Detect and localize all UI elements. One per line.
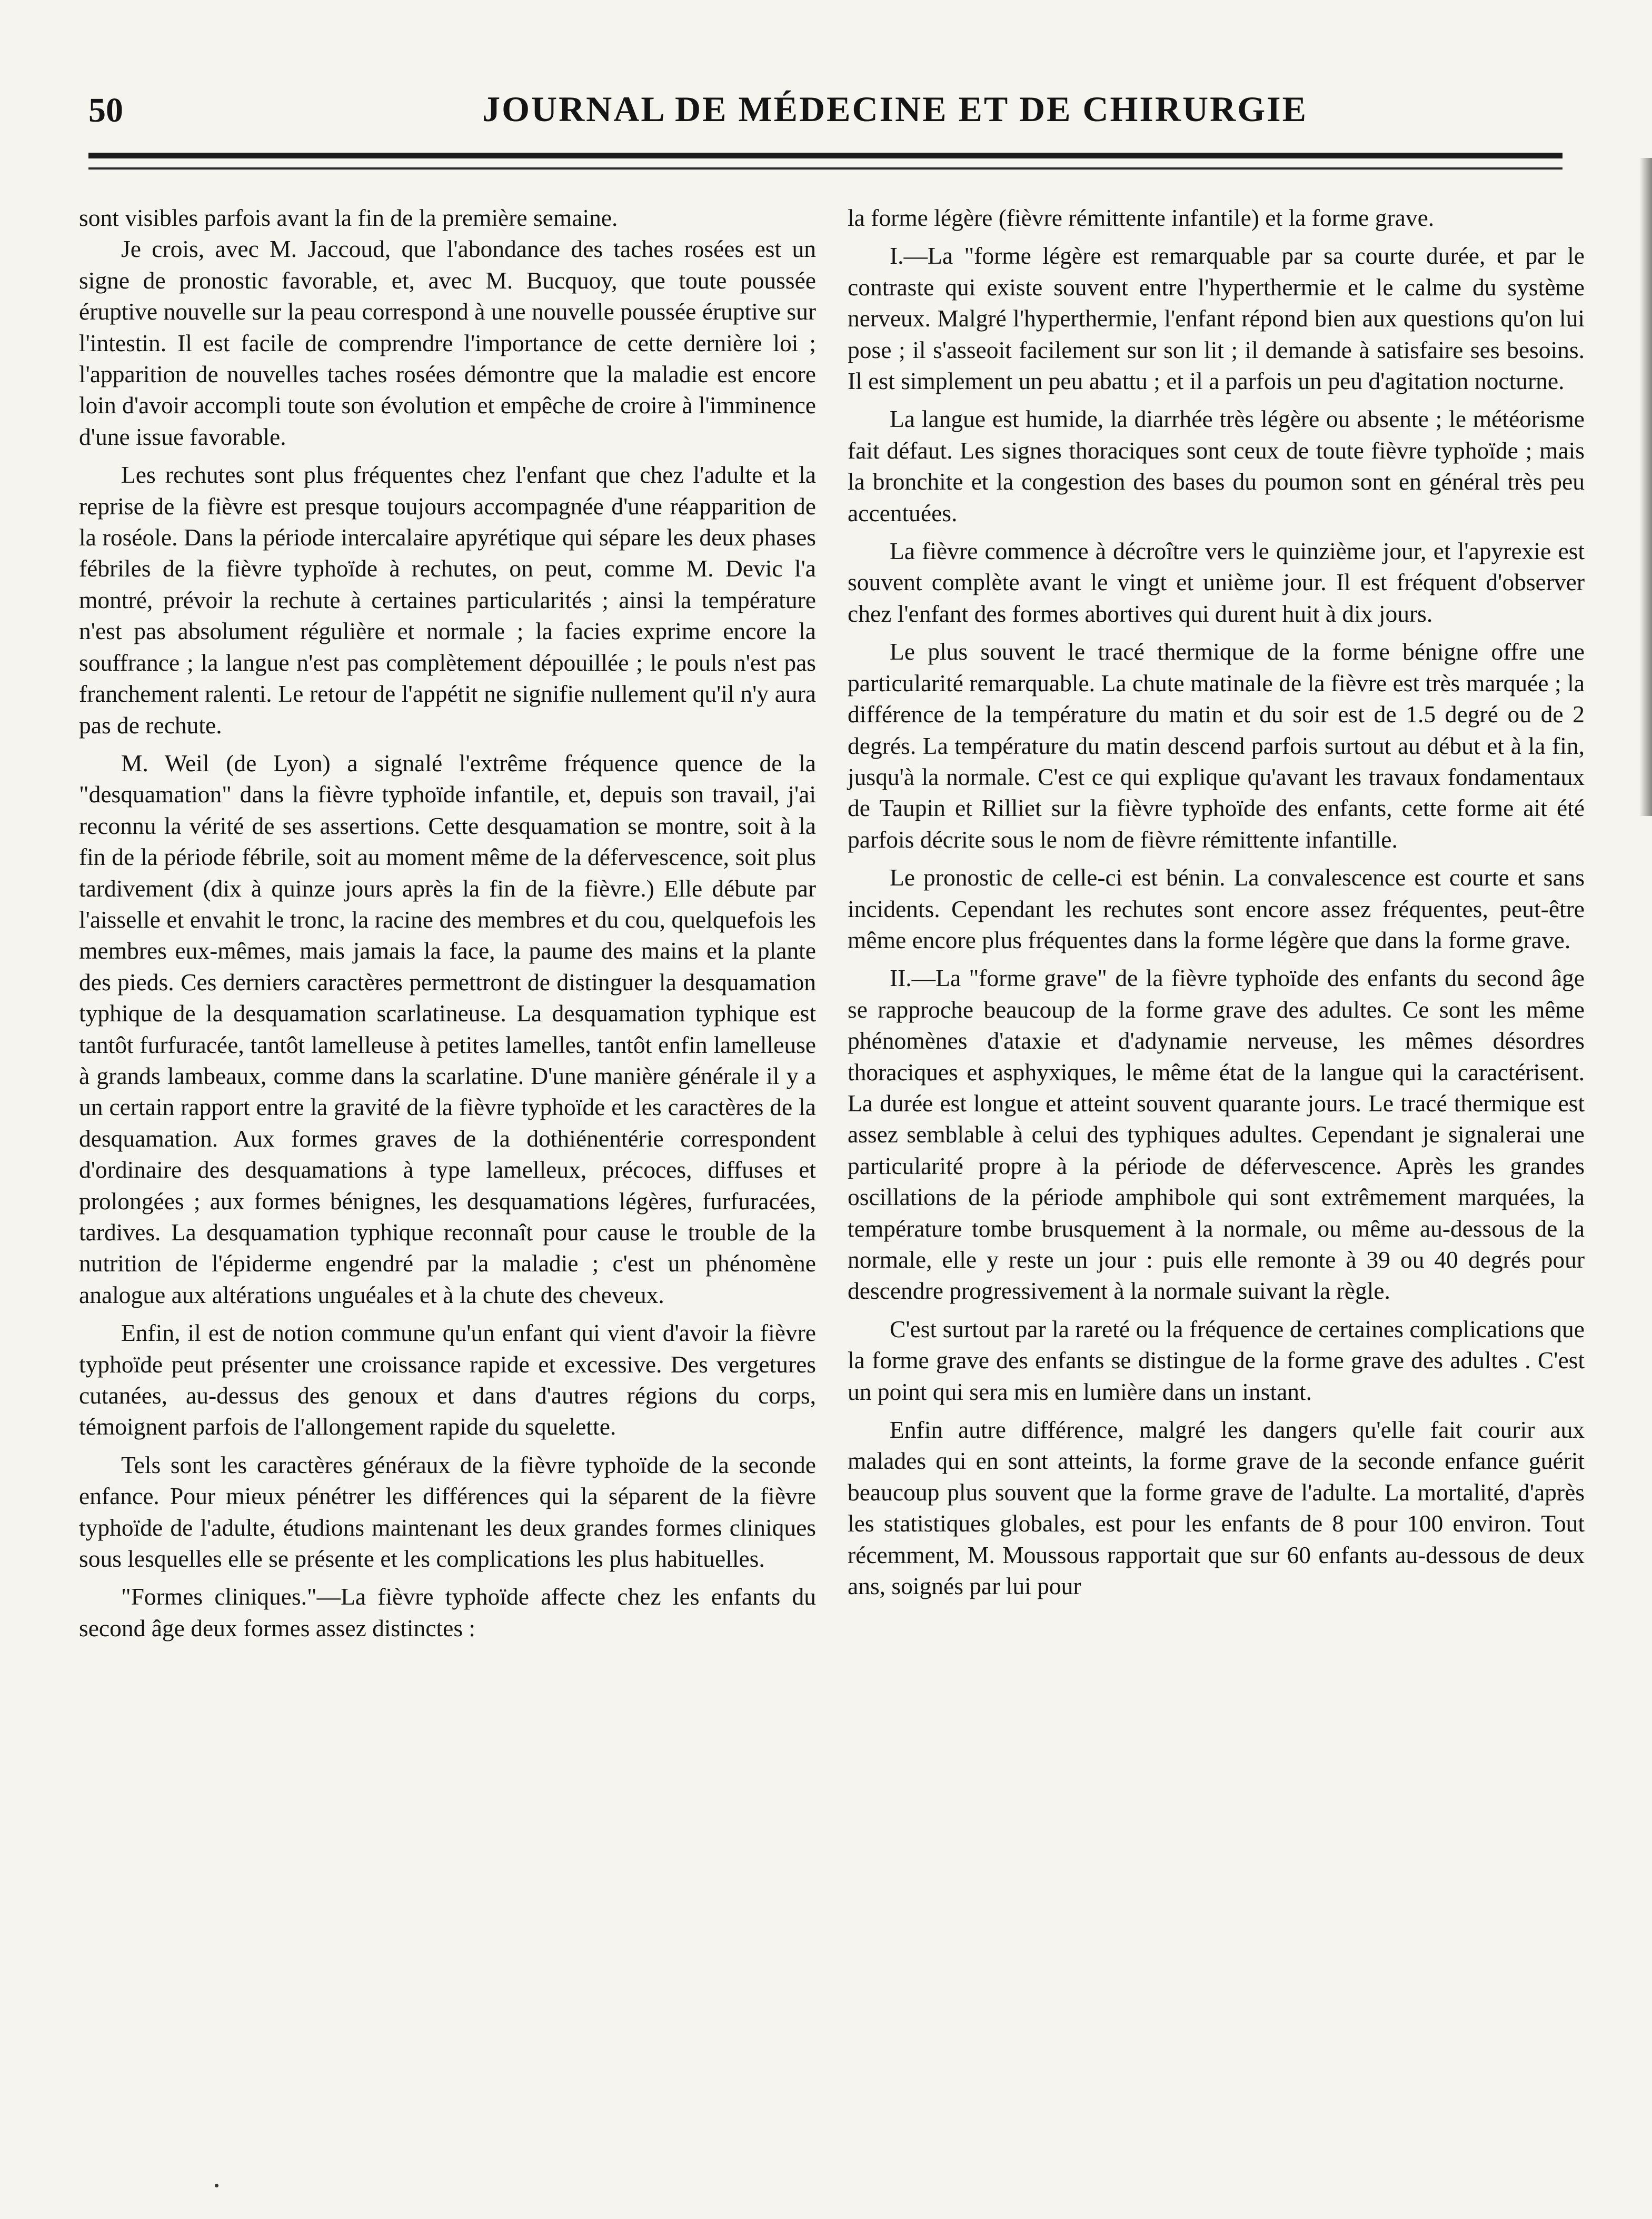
right-paragraph-forme-legere: I.—La "forme légère est remarquable par sa courte durée, et par le contraste qui existe souvent entre l'hyperthermie et le calme du système nerveux. Malgré l'hyperthermie, l'enfant répond bien aux questions qu'on lui pose ; il s'asseoit facilement sur son lit ; il demande à satisfaire ses besoins. Il est simplement un peu abattu ; et il a parfois un peu d'agitation nocturne. <box>848 242 1585 395</box>
left-paragraph-caracteres-generaux: Tels sont les caractères généraux de la fièvre typhoïde de la seconde enfance. Pour mieux pénétrer les différences qui la séparent de la fièvre typhoïde de l'adulte, étudions maintenant les deux grandes formes cliniques sous lesquelles elle se présente et les complications les plus habituelles. <box>79 1451 816 1573</box>
left-paragraph-rechutes: Les rechutes sont plus fréquentes chez l'enfant que chez l'adulte et la reprise de la fièvre est presque toujours accompagnée d'une réapparition de la roséole. Dans la période intercalaire apyrétique qui sépare les deux phases fébriles de la fièvre typhoïde à rechutes, on peut, comme M. Devic l'a montré, prévoir la rechute à certaines particularités ; ainsi la température n'est pas absolument régulière et normale ; la facies exprime encore la souffrance ; la langue n'est pas complètement dépouillée ; le pouls n'est pas franchement ralenti. Le retour de l'appétit ne signifie nullement qu'il n'y aura pas de rechute. <box>79 461 816 739</box>
print-speck <box>215 2184 218 2187</box>
right-column <box>848 202 1585 1601</box>
right-paragraph-complications: C'est surtout par la rareté ou la fréquence de certaines complications que la forme grave des enfants se distingue de la forme grave des adultes . C'est un point qui sera mis en lumière dans un instant. <box>848 1315 1585 1405</box>
left-paragraph-formes-cliniques: "Formes cliniques."—La fièvre typhoïde affecte chez les enfants du second âge deux formes assez distinctes : <box>79 1583 816 1641</box>
running-title: JOURNAL DE MÉDECINE ET DE CHIRURGIE <box>482 89 1308 129</box>
right-paragraph-trace-thermique: Le plus souvent le tracé thermique de la forme bénigne offre une particularité remarquable. La chute matinale de la fièvre est très marquée ; la différence de la température du matin et du soir est de 1.5 degré ou de 2 degrés. La température du matin descend parfois surtout au début et à la fin, jusqu'à la normale. C'est ce qui explique qu'avant les travaux fondamentaux de Taupin et Rilliet sur la fièvre typhoïde des enfants, cette forme ait été parfois décrite sous le nom de fièvre rémittente infantille. <box>848 638 1585 853</box>
right-paragraph-forme-grave: II.—La "forme grave" de la fièvre typhoïde des enfants du second âge se rapproche beaucoup de la forme grave des adultes. Ce sont les même phénomènes d'ataxie et d'adynamie nerveuse, les mêmes désordres thoraciques et asphyxiques, le même état de la langue qui la caractérisent. La durée est longue et atteint souvent quarante jours. Le tracé thermique est assez semblable à celui des typhiques adultes. Cependant je signalerai une particularité propre à la période de défervescence. Après les grandes oscillations de la période amphibole qui sont extrêmement marquées, la température tombe brusquement à la normale, ou même au-dessous de la normale, elle y reste un jour : puis elle remonte à 39 ou 40 degrés pour descendre progressivement à la normale suivant la règle. <box>848 964 1585 1305</box>
right-paragraph-fievre-decroit: La fièvre commence à décroître vers le quinzième jour, et l'apyrexie est souvent complète avant le vingt et unième jour. Il est fréquent d'observer chez l'enfant des formes abortives qui durent huit à dix jours. <box>848 538 1585 627</box>
right-paragraph-mortalite: Enfin autre différence, malgré les dangers qu'elle fait courir aux malades qui en sont atteints, la forme grave de la seconde enfance guérit beaucoup plus souvent que la forme grave de l'adulte. La mortalité, d'après les statistiques globales, est pour les enfants de 8 pour 100 environ. Tout récemment, M. Moussous rapportait que sur 60 enfants au-dessous de deux ans, soignés par lui pour <box>848 1416 1585 1600</box>
page-number: 50 <box>88 91 123 130</box>
right-paragraph-continuation: la forme légère (fièvre rémittente infantile) et la forme grave. <box>848 204 1435 231</box>
left-paragraph-croissance: Enfin, il est de notion commune qu'un enfant qui vient d'avoir la fièvre typhoïde peut présenter une croissance rapide et excessive. Des vergetures cutanées, au-dessus des genoux et dans d'autres régions du corps, témoignent parfois de l'allongement rapide du squelette. <box>79 1319 816 1440</box>
right-paragraph-pronostic: Le pronostic de celle-ci est bénin. La convalescence est courte et sans incidents. Cependant les rechutes sont encore assez fréquentes, peut-être même encore plus fréquentes dans la forme légère que dans la forme grave. <box>848 864 1585 953</box>
page-edge-shadow <box>1639 158 1652 816</box>
left-paragraph-taches-rosees: Je crois, avec M. Jaccoud, que l'abondance des taches rosées est un signe de pronostic favorable, et, avec M. Bucquoy, que toute poussée éruptive nouvelle sur la peau correspond à une nouvelle poussée éruptive sur l'intestin. Il est facile de comprendre l'importance de cette dernière loi ; l'apparition de nouvelles taches rosées démontre que la maladie est encore loin d'avoir accompli toute son évolution et empêche de croire à l'imminence d'une issue favorable. <box>79 235 816 450</box>
left-column <box>79 202 816 1644</box>
left-paragraph-continuation: sont visibles parfois avant la fin de la première semaine. <box>79 204 618 231</box>
left-paragraph-desquamation: M. Weil (de Lyon) a signalé l'extrême fréquence quence de la "desquamation" dans la fièvre typhoïde infantile, et, depuis son travail, j'ai reconnu la vérité de ses assertions. Cette desquamation se montre, soit à la fin de la période fébrile, soit au moment même de la défervescence, soit plus tardivement (dix à quinze jours après la fin de la fièvre.) Elle débute par l'aisselle et envahit le tronc, la racine des membres et du cou, quelquefois les membres eux-mêmes, mais jamais la face, la paume des mains et la plante des pieds. Ces derniers caractères permettront de distinguer la desquamation typhique de la desquamation scarlatineuse. La desquamation typhique est tantôt furfuracée, tantôt lamelleuse à petites lamelles, tantôt enfin lamelleuse à grands lambeaux, comme dans la scarlatine. D'une manière générale il y a un certain rapport entre la gravité de la fièvre typhoïde et les caractères de la desquamation. Aux formes graves de la dothiénentérie correspondent d'ordinaire des desquamations à type lamelleux, précoces, diffuses et prolongées ; aux formes bénignes, les desquamations légères, furfuracées, tardives. La desquamation typhique reconnaît pour cause le trouble de la nutrition de l'épiderme engendré par la maladie ; c'est un phénomène analogue aux altérations unguéales et à la chute des cheveux. <box>79 749 816 1308</box>
header-rule-thin <box>88 167 1563 170</box>
header-rule-thick <box>88 153 1563 158</box>
right-paragraph-langue: La langue est humide, la diarrhée très légère ou absente ; le météorisme fait défaut. Les signes thoraciques sont ceux de toute fièvre typhoïde ; mais la bronchite et la congestion des bases du poumon sont en général très peu accentuées. <box>848 405 1585 526</box>
